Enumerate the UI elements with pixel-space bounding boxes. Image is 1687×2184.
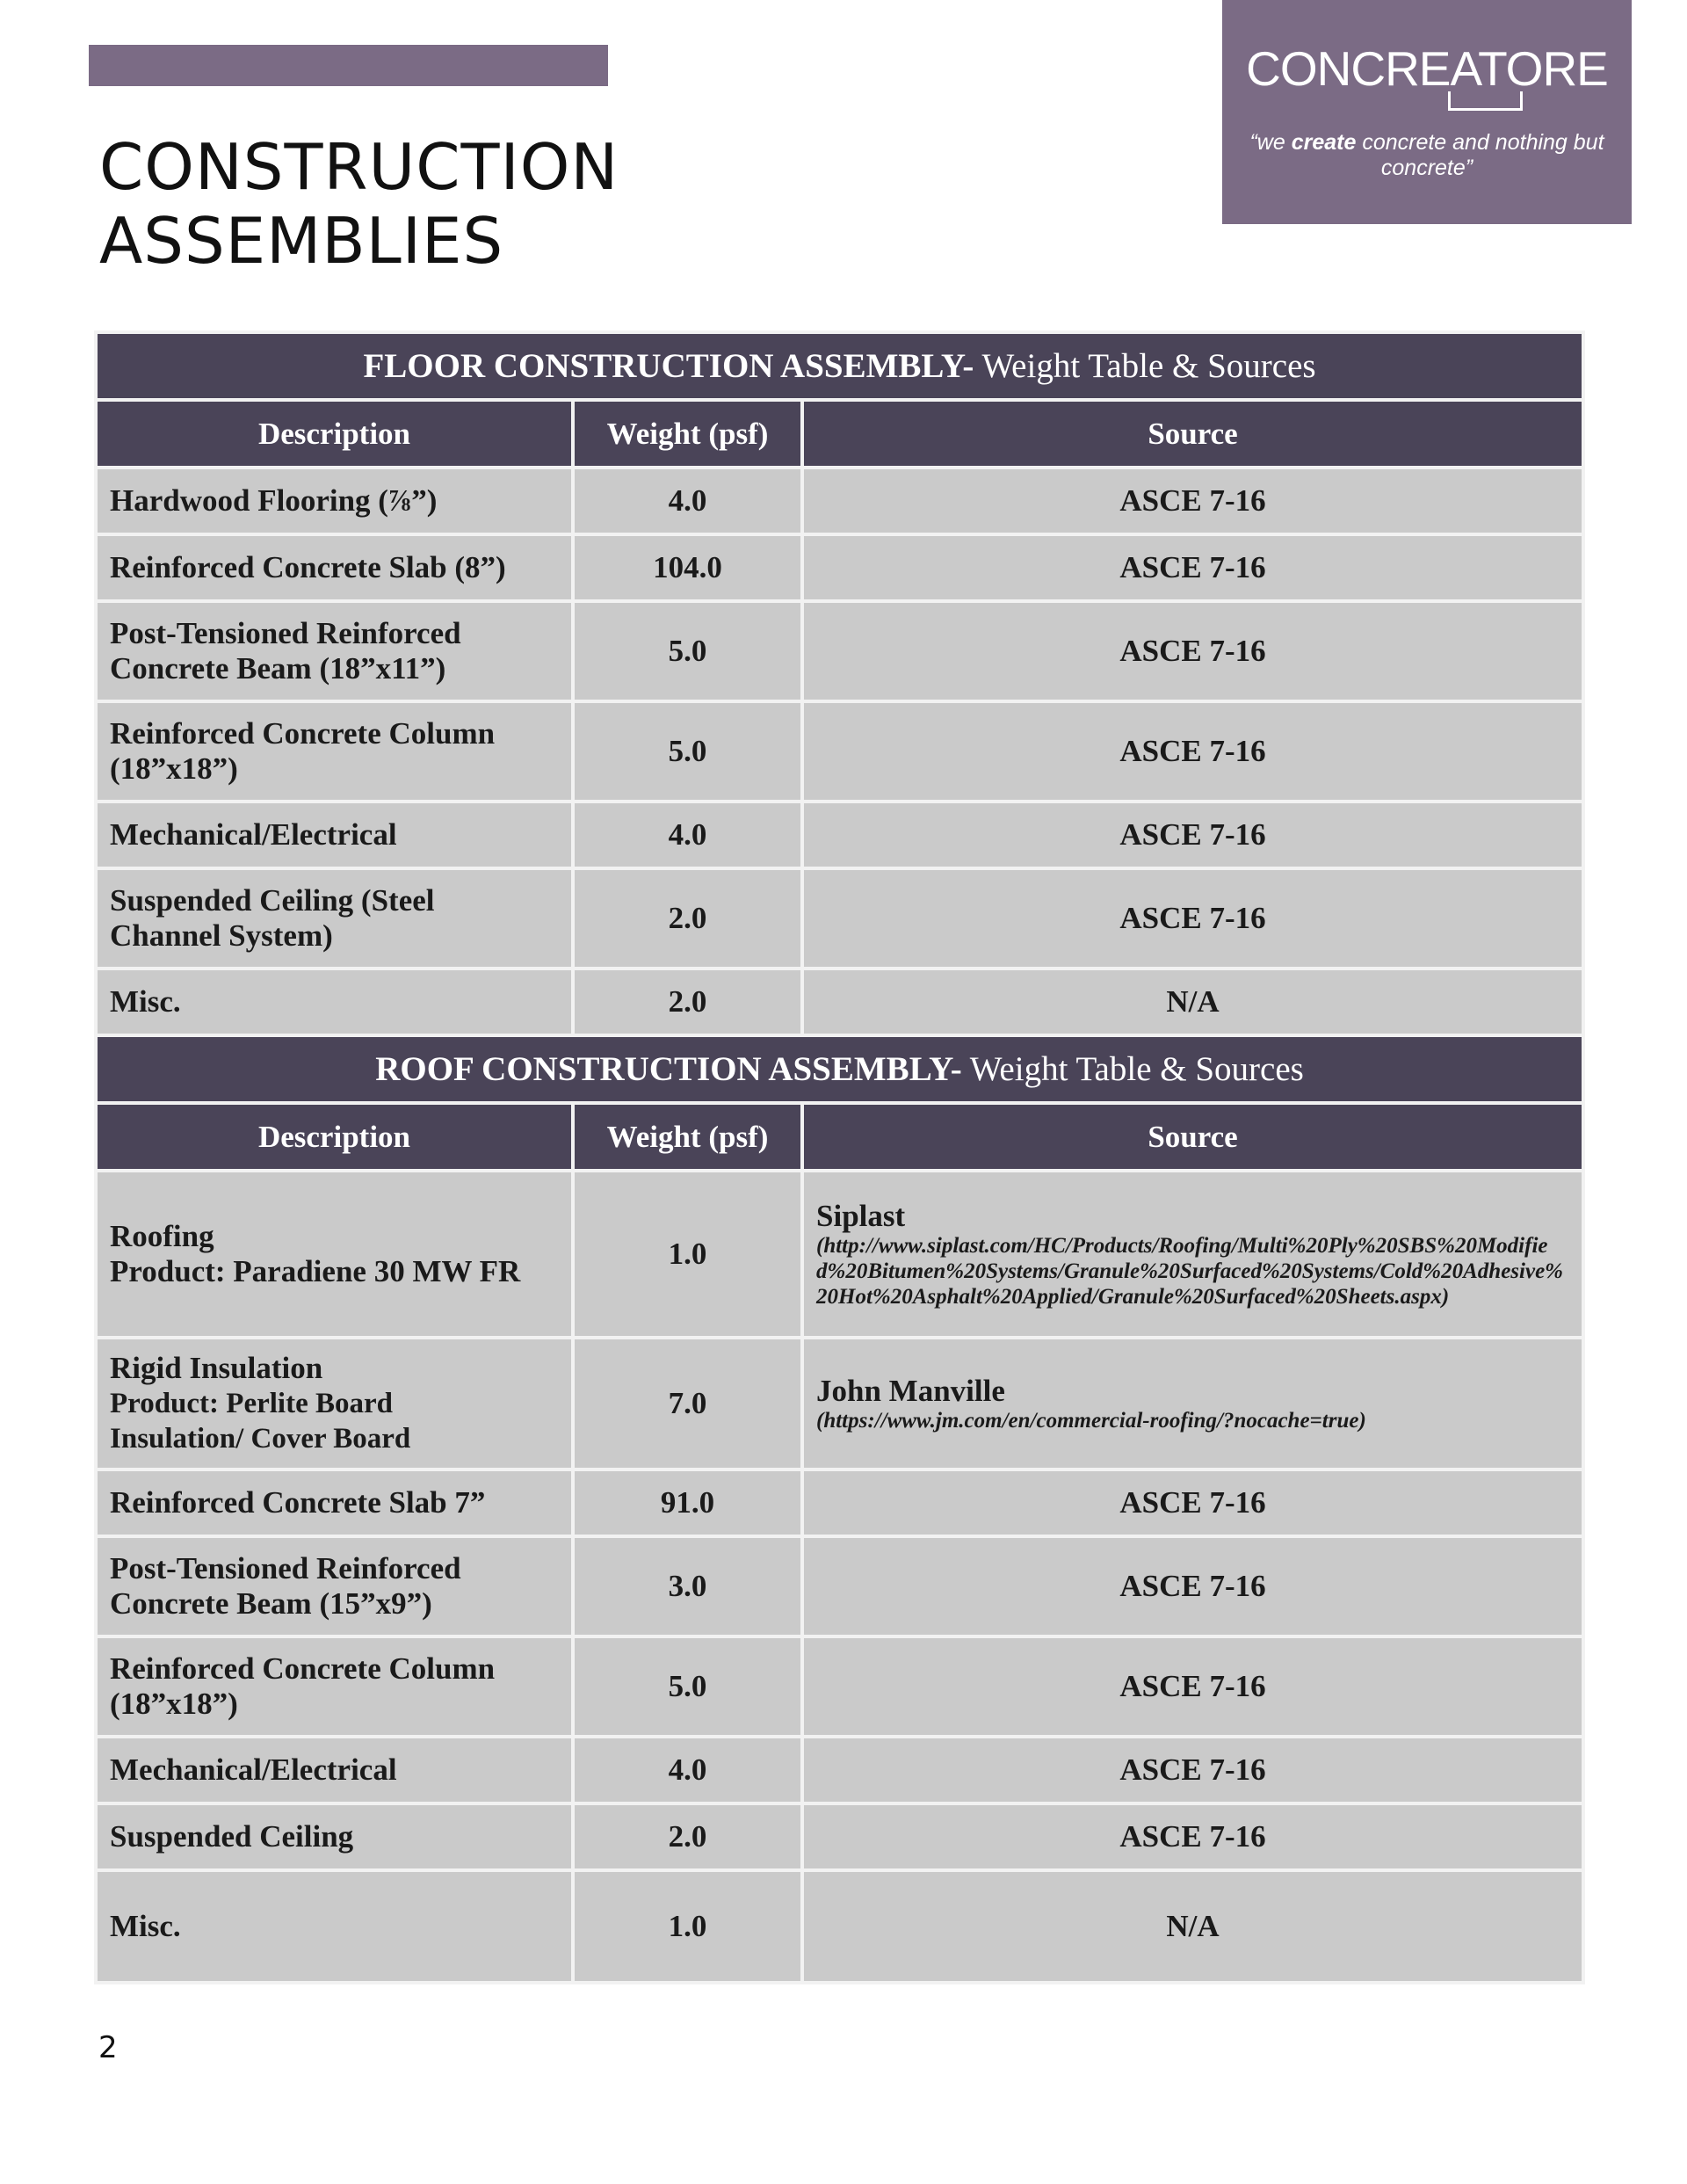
- row-description-line-1: Reinforced Concrete Column: [110, 1651, 496, 1686]
- row-description: Suspended Ceiling: [98, 1805, 571, 1868]
- row-source: [804, 1339, 1582, 1468]
- logo-tagline-end: concrete and nothing but concrete”: [1356, 130, 1604, 180]
- floor-title-bold: FLOOR CONSTRUCTION ASSEMBLY-: [363, 347, 974, 385]
- row-description: Mechanical/Electrical: [98, 1738, 571, 1802]
- row-weight: 2.0: [575, 870, 800, 967]
- table-row: [98, 703, 1582, 800]
- floor-section-title: [98, 334, 1582, 398]
- assembly-weight-table: [94, 330, 1585, 1984]
- floor-header-weight: Weight (psf): [575, 402, 800, 466]
- table-row: [98, 803, 1582, 867]
- row-description-line-1: Reinforced Concrete Column: [110, 716, 496, 751]
- row-description: [98, 870, 571, 967]
- source-link[interactable]: (https://www.jm.com/en/commercial-roofing/?nocache=true): [816, 1408, 1366, 1433]
- row-description-line-2: Concrete Beam (15”x9”): [110, 1586, 432, 1621]
- row-weight: 2.0: [575, 1805, 800, 1868]
- floor-section-title-row: [98, 334, 1582, 398]
- row-source: [804, 1172, 1582, 1336]
- page-title-line-1: CONSTRUCTION: [99, 130, 619, 204]
- roof-title-bold: ROOF CONSTRUCTION ASSEMBLY-: [375, 1050, 962, 1088]
- row-description: Misc.: [98, 1872, 571, 1981]
- table-row: [98, 1638, 1582, 1735]
- row-weight: 5.0: [575, 1638, 800, 1735]
- floor-column-header-row: [98, 402, 1582, 466]
- row-source: ASCE 7-16: [804, 870, 1582, 967]
- logo-wordmark: [1222, 42, 1632, 111]
- row-description-line-2: (18”x18”): [110, 1687, 238, 1721]
- row-description: [98, 1172, 571, 1336]
- row-weight: 5.0: [575, 703, 800, 800]
- page-title-line-2: ASSEMBLIES: [99, 204, 504, 278]
- row-description-line-2: Concrete Beam (18”x11”): [110, 651, 446, 686]
- row-weight: 4.0: [575, 803, 800, 867]
- row-weight: 4.0: [575, 469, 800, 533]
- floor-title-rest: Weight Table & Sources: [974, 347, 1316, 385]
- row-description: Mechanical/Electrical: [98, 803, 571, 867]
- row-weight: 3.0: [575, 1538, 800, 1635]
- row-description: [98, 1538, 571, 1635]
- table-row: [98, 1339, 1582, 1468]
- row-source: N/A: [804, 1872, 1582, 1981]
- row-source: N/A: [804, 970, 1582, 1034]
- roof-section-title-row: [98, 1037, 1582, 1101]
- row-weight: 4.0: [575, 1738, 800, 1802]
- row-description: [98, 703, 571, 800]
- row-description-line-2: Channel System): [110, 918, 333, 953]
- roof-column-header-row: [98, 1105, 1582, 1169]
- source-name: John Manville: [816, 1373, 1005, 1408]
- logo-wordmark-text: CONCREATORE: [1246, 41, 1608, 96]
- row-source: ASCE 7-16: [804, 1471, 1582, 1535]
- row-description: [98, 603, 571, 700]
- row-weight: 1.0: [575, 1172, 800, 1336]
- table-row: [98, 1805, 1582, 1868]
- floor-header-source: Source: [804, 402, 1582, 466]
- row-weight: 2.0: [575, 970, 800, 1034]
- row-source: ASCE 7-16: [804, 536, 1582, 599]
- table-row: [98, 1872, 1582, 1981]
- table-row: [98, 1471, 1582, 1535]
- row-description-line-1: Post-Tensioned Reinforced: [110, 1551, 461, 1585]
- table-row: [98, 603, 1582, 700]
- row-weight: 104.0: [575, 536, 800, 599]
- roof-section-title: [98, 1037, 1582, 1101]
- row-source: ASCE 7-16: [804, 1638, 1582, 1735]
- roof-header-description: Description: [98, 1105, 571, 1169]
- row-description: [98, 1339, 571, 1468]
- table-row: [98, 1738, 1582, 1802]
- source-link[interactable]: (http://www.siplast.com/HC/Products/Roofing/Multi%20Ply%20SBS%20Modified%20Bitumen%20Systems/Granule%20Surfaced%20Systems/Cold%20Adhesive%20Hot%20Asphalt%20Applied/Granule%20Surfaced%20Sheets.aspx): [816, 1233, 1563, 1309]
- row-description-line-1: Rigid Insulation: [110, 1351, 323, 1385]
- page-number: 2: [98, 2030, 118, 2065]
- row-weight: 1.0: [575, 1872, 800, 1981]
- table-row: [98, 536, 1582, 599]
- row-description: Reinforced Concrete Slab 7”: [98, 1471, 571, 1535]
- row-description-line-2: Product: Perlite Board: [110, 1388, 393, 1419]
- row-source: ASCE 7-16: [804, 703, 1582, 800]
- logo-tagline: [1222, 130, 1632, 181]
- header-accent-bar: [89, 45, 608, 86]
- floor-header-description: Description: [98, 402, 571, 466]
- logo-tagline-emphasis: create: [1291, 130, 1357, 155]
- row-description-line-1: Suspended Ceiling (Steel: [110, 883, 435, 918]
- table-row: [98, 469, 1582, 533]
- row-description-line-3: Insulation/ Cover Board: [110, 1423, 411, 1455]
- row-weight: 5.0: [575, 603, 800, 700]
- row-description: [98, 1638, 571, 1735]
- table-row: [98, 870, 1582, 967]
- page-title: [99, 130, 619, 278]
- table-row: [98, 1172, 1582, 1336]
- row-source: ASCE 7-16: [804, 469, 1582, 533]
- source-name: Siplast: [816, 1198, 906, 1233]
- row-description-line-1: Post-Tensioned Reinforced: [110, 616, 461, 650]
- logo-bracket-icon: [1448, 91, 1523, 111]
- company-logo: [1222, 0, 1632, 224]
- row-description: Hardwood Flooring (⅞”): [98, 469, 571, 533]
- row-weight: 7.0: [575, 1339, 800, 1468]
- roof-header-weight: Weight (psf): [575, 1105, 800, 1169]
- row-description-line-2: (18”x18”): [110, 751, 238, 786]
- logo-tagline-start: “we: [1249, 130, 1292, 155]
- roof-header-source: Source: [804, 1105, 1582, 1169]
- table-row: [98, 1538, 1582, 1635]
- row-source: ASCE 7-16: [804, 803, 1582, 867]
- row-description-line-1: Roofing: [110, 1219, 214, 1253]
- row-description: Misc.: [98, 970, 571, 1034]
- row-source: ASCE 7-16: [804, 1738, 1582, 1802]
- row-description-line-2: Product: Paradiene 30 MW FR: [110, 1254, 521, 1288]
- roof-title-rest: Weight Table & Sources: [961, 1050, 1304, 1088]
- table-row: [98, 970, 1582, 1034]
- row-weight: 91.0: [575, 1471, 800, 1535]
- row-description: Reinforced Concrete Slab (8”): [98, 536, 571, 599]
- row-source: ASCE 7-16: [804, 1805, 1582, 1868]
- row-source: ASCE 7-16: [804, 1538, 1582, 1635]
- row-source: ASCE 7-16: [804, 603, 1582, 700]
